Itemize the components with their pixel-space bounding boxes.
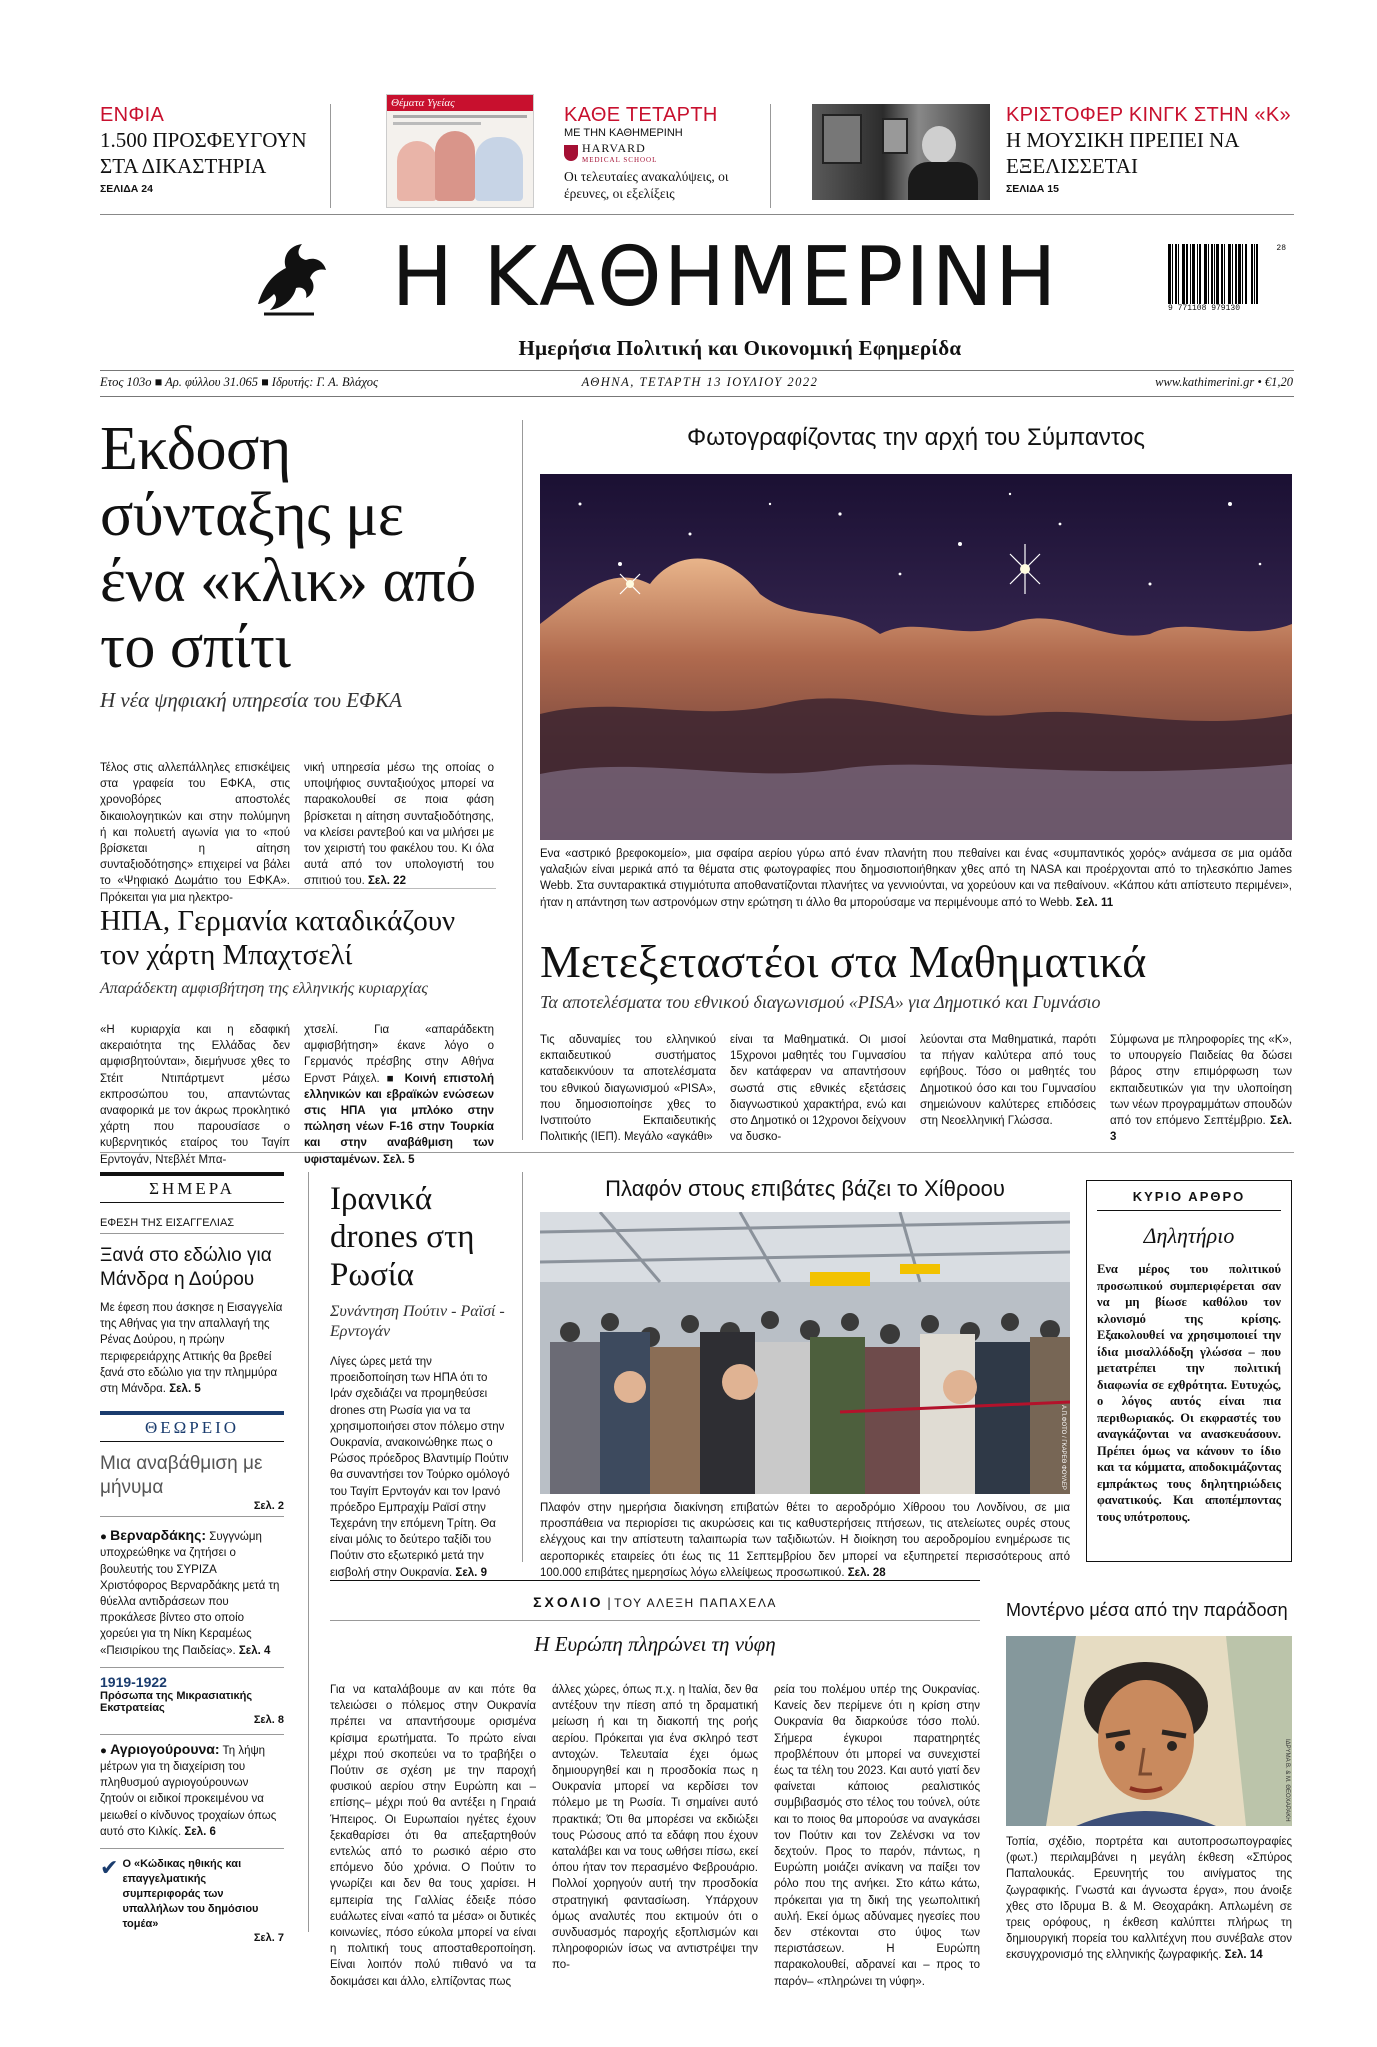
king-photo-thumbnail[interactable] <box>812 104 990 200</box>
item-text: Τη λήψη μέτρων για τη διαχείριση του πληθυσμού αγριογούρουνων ζητούν οι ειδικοί προκειμένου να μειωθεί ο κίνδυνος τροχαίων όπως αυτό στο Κιλκίς. <box>100 1744 277 1838</box>
page-ref: Σελ. 28 <box>847 1566 886 1579</box>
art-headline: Μοντέρνο μέσα από την παράδοση <box>1006 1600 1288 1620</box>
heathrow-caption-text: Πλαφόν στην ημερήσια διακίνηση επιβατών θέτει το αεροδρόμιο Χίθροου του Λονδίνου, σε μια προσπάθεια να περιορίσει τις ακυρώσεις και τις καθυστερήσεις πτήσεων, τις ατελείωτες ουρές στους ελέγχους και την απίστευτη ταλαιπωρία των ταξιδιωτών. Η διοίκηση του αεροδρομίου ενημέρωσε τις αεροπορικές εταιρείες ότι έως τις 11 Σεπτεμβρίου δεν μπορεί να εξυπηρετεί περισσότερους από 100.000 επιβάτες ημερησίως λόγω ελλείψεως προσωπικού. <box>540 1502 1070 1579</box>
checkmark-icon: ✔ <box>100 1855 119 1881</box>
comment-col3: ρεία του πολέμου υπέρ της Ουκρανίας. Κανείς δεν περίμενε ότι η κρίση στην Ουκρανία θα διαρκούσε τόσο πολύ. Σήμερα έγκυροι παρατηρητές προβλέπουν ότι μπορεί να συνεχιστεί έως τα τέλη του 2023. Και αυτό γιατί δεν φαίνεται κάποιος ρεαλιστικός συμβιβασμός στο τέλος του τούνελ, ούτε και το ποιος θα μπορούσε να αναγκάσει τον Πούτιν και τον Ζελένσκι να τον δεχτούν. Προς το παρόν, πάντως, η Ευρώπη μοιάζει ανίκανη να παίξει τον ρόλο που της ανήκει. Στο κάτω κάτω, πρόκειται για τη δική της γεωπολιτική αυλή. Εκεί όμως αδύναμες ηγεσίες που δεν στέκονται στο ύψος των περιστάσεων. Η Ευρώπη παρακολουθεί, αδρανεί και – προς το παρόν– «πληρώνει τη νύφη». <box>774 1684 980 1988</box>
person-figure <box>475 137 523 201</box>
teaser-page: ΣΕΛΙΔΑ 15 <box>1006 183 1059 195</box>
dateline-left: Ετος 103ο ■ Αρ. φύλλου 31.065 ■ Ιδρυτής: Γ. Α. Βλάχος <box>100 375 379 389</box>
page-ref: Σελ. 3 <box>1110 1115 1292 1144</box>
person-figure <box>397 141 437 201</box>
papaloukas-portrait[interactable] <box>1006 1636 1292 1826</box>
editorial-box[interactable] <box>1086 1180 1292 1562</box>
iran-headline: Ιρανικά drones στη Ρωσία <box>330 1181 475 1293</box>
comment-col2: άλλες χώρες, όπως π.χ. η Ιταλία, δεν θα αντέξουν την πίεση από τη δραματική μείωση ή και τη διακοπή της ροής αερίου. Πρόκειται για ένα σκληρό τεστ αντοχών. Τελευταία έχει όμως δημιουργηθεί και η προσδοκία πως η Ουκρανία μπορεί να κερδίσει τον πόλεμο με τη Ρωσία. Τι σημαίνει αυτό πρακτικά; Ότι θα μπορέσει να εκδιώξει τους Ρώσους από τα εδάφη που έχουν καταλάβει και να τους ωθήσει πίσω, εκεί όπου ήταν τον περασμένο Φεβρουάριο. Πολλοί χορηγούν αυτή την προσδοκία στρατηγική φαντασίωση. Υπάρχουν όμως αναλυτές που εκτιμούν ότι ο συνδυασμός παροχής εξοπλισμών και πληροφοριών ίσως να αντιστρέψει την πο- <box>552 1684 758 1972</box>
iran-body-text: Λίγες ώρες μετά την προειδοποίηση των ΗΠΑ ότι το Ιράν σχεδιάζει να προμηθεύσει drones στη Ρωσία για να τα χρησιμοποιήσει στον πόλεμο στην Ουκρανία, ανακοινώθηκε πως ο Ρώσος πρόεδρος Βλαντιμίρ Πούτιν θα συναντήσει τον Τούρκο ομόλογό του Ταγίπ Ερντογάν και τον Ιρανό πρόεδρο Εμπραχίμ Ραϊσί στην Τεχεράνη την επόμενη Τρίτη. Θα είναι μόλις το δεύτερο ταξίδι του Πούτιν στο εξωτερικό μετά την εισβολή στην Ουκρανία. <box>330 1356 510 1579</box>
page-ref: Σελ. 9 <box>455 1566 487 1579</box>
page-ref: Σελ. 14 <box>1224 1949 1263 1962</box>
usa-article[interactable] <box>100 904 500 998</box>
item-asia-minor[interactable] <box>100 1667 284 1726</box>
item-text: Ο «Κώδικας ηθικής και επαγγελματικής συμπεριφοράς των υπαλλήλων του δημόσιου τομέα» <box>122 1858 259 1931</box>
masthead-subtitle: Ημερήσια Πολιτική και Οικονομική Εφημερίδα <box>518 336 962 360</box>
item-code-of-ethics[interactable] <box>100 1848 284 1932</box>
theorio-header: ΘΕΩΡΕΙΟ <box>100 1411 284 1442</box>
lead-headline: Εκδοση σύνταξης με ένα «κλικ» από το σπίτι <box>100 415 476 681</box>
harvard-shield-icon <box>564 145 578 161</box>
teaser-title: Οι τελευταίες ανακαλύψεις, οι έρευνες, οι εξελίξεις <box>564 169 729 201</box>
usa-col2a: χτσελί. Για «απαράδεκτη αμφισβήτηση» έκανε λόγο ο Γερμανός πρέσβης στην Αθήνα Ερνστ Ράιχελ. <box>304 1024 494 1085</box>
page-ref: Σελ. 5 <box>383 1153 415 1166</box>
editorial-title: Δηλητήριο <box>1143 1223 1235 1248</box>
page-ref: Σελ. 4 <box>238 1644 271 1657</box>
today-header: ΣΗΜΕΡΑ <box>100 1172 284 1203</box>
page-ref: Σελ. 8 <box>253 1713 284 1726</box>
comment-author: ΤΟΥ ΑΛΕΞΗ ΠΑΠΑΧΕΛΑ <box>614 1596 777 1610</box>
dateline-right: www.kathimerini.gr • €1,20 <box>1155 375 1293 389</box>
lead-col2-text: νική υπηρεσία μέσω της οποίας ο υποψήφιος συνταξιούχος μπορεί να παρακολουθεί σε ποια φάση βρίσκεται η αίτηση συνταξιοδότησης, να κλείσει ραντεβού και να μιλήσει με τον χειριστή του φακέλου του. Κι όλα αυτά από τον υπολογιστή του σπιτιού του. <box>304 762 494 888</box>
teaser-enfia[interactable] <box>100 104 310 195</box>
usa-headline: ΗΠΑ, Γερμανία καταδικάζουν τον χάρτη Μπαχτσελί <box>100 905 456 971</box>
editorial-body: Ενα μέρος του πολιτικού προσωπικού συμπεριφέρεται σαν να μη βίωσε καθόλου τον κλονισμό της κρίσης. Εξακολουθεί να χρησιμοποιεί την ίδια μισαλλόδοξη γλώσσα – που μετατρέπει την πολιτική διαφωνία σε εχθρότητα. Ευτυχώς, ο λόγος αυτός είναι πια περιθωριακός. Οι εκφραστές του αναγκάζονται να ανασκευάσουν. Πρέπει όμως να κάνουν το ίδιο και τα κόμματα, αποδοκιμάζοντας εμπράκτως τους δηλητηριώδεις φανατικούς. Και αποπέμποντας τους υπότροπους. <box>1097 1262 1281 1524</box>
wall-frame <box>822 114 862 164</box>
today-body-text: Με έφεση που άσκησε η Εισαγγελία της Αθήνας για την απαλλαγή της Ρένας Δούρου, η πρώην περιφερειάρχης Αττικής θα βρεθεί ξανά στο εδώλιο για την πλημμύρα στη Μάνδρα. <box>100 1302 283 1396</box>
masthead-title: Η ΚΑΘΗΜΕΡΙΝΗ <box>391 230 1059 325</box>
universe-caption-text: Ενα «αστρικό βρεφοκομείο», μια σφαίρα αερίου γύρω από έναν πλανήτη που πεθαίνει και ένας «συμπαντικός χορός» ανάμεσα σε μια ομάδα γαλαξιών είναι μερικά από τα θέματα στις φωτογραφίες που δημοσιοποιήθηκαν χθες από τη NASA και προέρχονται από το τηλεσκόπιο James Webb. Στα συνταρακτικά στιγμιότυπα αποθανατίζονται πλανήτες να γεννιούνται, να χορεύουν και να πεθαίνουν. «Κάπου κάτι απίστευτο περιμένει», ήταν η απάντηση των αστρονόμων στην ερώτηση τι άλλο θα μπορούσαμε να περιμένουμε από το Webb. <box>540 848 1292 909</box>
comment-col1: Για να καταλάβουμε αν και πότε θα τελειώσει ο πόλεμος στην Ουκρανία πρέπει να απαντήσουμε ορισμένα κρίσιμα ερωτήματα. Το πρώτο είναι μέχρι πού σκοπεύει να το τραβήξει ο Πούτιν σε σχέση με την παροχή φυσικού αερίου στην Ευρώπη και –επίσης– μέχρι πού θα αντέξει η Γηραιά Ήπειρος. Οι Ευρωπαίοι ηγέτες έχουν ξεκαθαρίσει ότι θα απεξαρτηθούν εντελώς από το ρωσικό αέριο στο επόμενο δύο χρόνια. Ο Πούτιν το γνωρίζει και δεν θα τους χαρίσει. Η εμπειρία της Γαλλίας έδειξε πόσο ευάλωτες είναι «από τα μέσα» οι δυτικές κοινωνίες, πόσο εύκολα μπορεί να είναι η πολιτική τους αποσταθεροποίηση. Είναι λοιπόν πολύ πιθανό να τα δοκιμάσει και άλλο, ελπίζοντας πως <box>330 1684 536 1988</box>
item-boars[interactable] <box>100 1734 284 1840</box>
barcode <box>1168 244 1286 318</box>
person-figure <box>435 131 475 201</box>
universe-headline: Φωτογραφίζοντας την αρχή του Σύμπαντος <box>687 424 1145 451</box>
lead-article[interactable] <box>100 416 500 713</box>
bullet-icon: ● <box>100 1531 107 1544</box>
editorial-header: ΚΥΡΙΟ ΑΡΘΡΟ <box>1097 1189 1281 1211</box>
comment-title[interactable]: Η Ευρώπη πληρώνει τη νύφη <box>534 1632 776 1656</box>
page-ref: Σελ. 11 <box>1075 896 1114 909</box>
webb-nebula-photo[interactable] <box>540 474 1292 840</box>
item-year: 1919-1922 <box>100 1673 167 1690</box>
math-col3: λεύονται στα Μαθηματικά, παρότι τα πήγαν καλύτερα από τους εφήβους. Τόσο οι μαθητές του Δημοτικού όσο και του Γυμνασίου σημειώνουν καλύτερες επιδόσεις στη Νεοελληνική Γλώσσα. <box>920 1034 1096 1128</box>
universe-caption <box>540 846 1292 911</box>
lead-col2 <box>304 760 494 890</box>
brand-sub: MEDICAL SCHOOL <box>582 156 658 164</box>
art-caption <box>1006 1834 1292 1964</box>
teaser-title: Η ΜΟΥΣΙΚΗ ΠΡΕΠΕΙ ΝΑ ΕΞΕΛΙΣΣΕΤΑΙ <box>1006 128 1239 178</box>
thumb-title: Θέματα Υγείας <box>387 95 533 111</box>
math-headline: Μετεξεταστέοι στα Μαθηματικά <box>540 936 1147 987</box>
item-title: Αγριογούρουνα: <box>110 1740 220 1757</box>
item-vernardakis[interactable] <box>100 1527 284 1659</box>
lead-col1: Τέλος στις αλλεπάλληλες επισκέψεις στα γραφεία του ΕΦΚΑ, στις χρονοβόρες αποστολές δικαιολογητικών και στην πολύμηνη ή και πολυετή αγωνία για το «πού βρίσκεται η αίτηση συνταξιοδότησης» επιχειρεί να βάλει το «Ψηφιακό Δωμάτιο του ΕΦΚΑ». Πρόκειται για μια ηλεκτρο- <box>100 762 290 904</box>
bullet-icon: ● <box>100 1744 107 1757</box>
page-ref: Σελ. 6 <box>184 1825 216 1838</box>
today-body <box>100 1300 284 1397</box>
photo-credit: ΙΔΡΥΜΑ Β. & Μ. ΘΕΟΧΑΡΑΚΗ <box>1284 1739 1290 1822</box>
dateline-center: ΑΘΗΝΑ, ΤΕΤΑΡΤΗ 13 ΙΟΥΛΙΟΥ 2022 <box>581 375 819 389</box>
person-head <box>922 126 956 164</box>
lead-dek: Η νέα ψηφιακή υπηρεσία του ΕΦΚΑ <box>100 688 402 712</box>
photo-credit: Α.Π.ΦΟΤΟ / ΓΚΑΡΕΘ ΦΟΥΛΕΡ <box>1060 1405 1066 1490</box>
item-title: Πρόσωπα της Μικρασιατικής Εκστρατείας <box>100 1689 253 1714</box>
math-dek: Τα αποτελέσματα του εθνικού διαγωνισμού «PISA» για Δημοτικό και Γυμνάσιο <box>540 992 1101 1012</box>
usa-col2b: ■ Κοινή επιστολή ελληνικών και εβραϊκών ενώσεων στις ΗΠΑ για μπλόκο στην πώληση νέων F-16 στην Τουρκία και στην αναβάθμιση των υφισταμένων. <box>304 1072 494 1166</box>
heathrow-caption <box>540 1500 1070 1581</box>
theorio-title[interactable]: Μια αναβάθμιση με μήνυμα <box>100 1453 263 1499</box>
math-col4 <box>1110 1032 1292 1145</box>
person-body <box>908 162 978 200</box>
page-ref: Σελ. 22 <box>368 875 406 888</box>
usa-dek: Απαράδεκτη αμφισβήτηση της ελληνικής κυριαρχίας <box>100 980 428 997</box>
teaser-title: 1.500 ΠΡΟΣΦΕΥΓΟΥΝ ΣΤΑ ΔΙΚΑΣΤΗΡΙΑ <box>100 128 307 178</box>
item-text: Συγγνώμη υποχρεώθηκε να ζητήσει ο βουλευτής του ΣΥΡΙΖΑ Χριστόφορος Βερναρδάκης μετά τη θύελλα αντιδράσεων που προκάλεσε βίντεο στο οποίο χορεύει για τη Νίκη Κεραμέως «Πεισιρίκου της Παιδείας». <box>100 1531 280 1657</box>
barcode-number: 9 771108 979130 <box>1168 304 1241 313</box>
iran-dek: Συνάντηση Πούτιν - Ραϊσί - Ερντογάν <box>330 1303 505 1340</box>
math-col2: είναι τα Μαθηματικά. Οι μισοί 15χρονοι μαθητές του Γυμνασίου δεν κατάφεραν να απαντήσουν σωστά στις εθνικές εξετάσεις διαγνωστικού χαρακτήρα, ενώ και στο Δημοτικό οι 12χρονοι δείχνουν να δυσκο- <box>730 1034 906 1144</box>
usa-col2 <box>304 1022 494 1168</box>
heathrow-crowd-photo[interactable] <box>540 1212 1070 1494</box>
teaser-king[interactable] <box>1006 104 1296 195</box>
item-title: Βερναρδάκης: <box>110 1527 207 1544</box>
heathrow-headline: Πλαφόν στους επιβάτες βάζει το Χίθροου <box>605 1176 1005 1201</box>
today-title[interactable]: Ξανά στο εδώλιο για Μάνδρα η Δούρου <box>100 1245 272 1290</box>
page-ref: Σελ. 5 <box>169 1383 201 1396</box>
teaser-sub: ΜΕ ΤΗΝ ΚΑΘΗΜΕΡΙΝΗ <box>564 127 683 139</box>
art-caption-text: Τοπία, σχέδιο, πορτρέτα και αυτοπροσωπογραφίες (φωτ.) περιλαμβάνει η μεγάλη έκθεση «Σπύρος Παπαλουκάς. Ερευνητής του αινίγματος της ζωγραφικής. Γνωστά και άγνωστα έργα», που άνοιξε χθες στο Ιδρυμα Β. & Μ. Θεοχαράκη. Απλωμένη σε τρεις ορόφους, η έκθεση καλύπτει πλήρως τη δημιουργική πορεία του καλλιτέχνη που συνέβαλε στον εκσυγχρονισμό της ελληνικής ζωγραφικής. <box>1006 1836 1292 1962</box>
brand: HARVARD <box>582 141 646 155</box>
iran-body <box>330 1354 510 1581</box>
teaser-page: ΣΕΛΙΔΑ 24 <box>100 183 153 195</box>
teaser-label: ΚΑΘΕ ΤΕΤΑΡΤΗ <box>564 104 718 126</box>
page-ref: Σελ. 2 <box>100 1500 284 1517</box>
iran-article[interactable] <box>330 1180 510 1581</box>
math-col1: Τις αδυναμίες του ελληνικού εκπαιδευτικού συστήματος καταδεικνύουν τα αποτελέσματα του εθνικού διαγωνισμού «PISA», που δημοσιοποίησε χθες το Ινστιτούτο Εκπαιδευτικής Πολιτικής (ΙΕΠ). Μεγάλο «αγκάθι» <box>540 1034 716 1144</box>
teaser-label: ΚΡΙΣΤΟΦΕΡ ΚΙΝΓΚ ΣΤΗΝ «Κ» <box>1006 104 1291 126</box>
today-kicker: ΕΦΕΣΗ ΤΗΣ ΕΙΣΑΓΓΕΛΙΑΣ <box>100 1217 284 1234</box>
comment-header-row: ΣΧΟΛΙΟ | ΤΟΥ ΑΛΕΞΗ ΠΑΠΑΧΕΛΑ <box>533 1594 777 1611</box>
teaser-label: ΕΝΦΙΑ <box>100 104 165 126</box>
usa-col1: «Η κυριαρχία και η εδαφική ακεραιότητα της Ελλάδας δεν αμφισβητούνται», διεμήνυσε χθες το Στέιτ Ντιπάρτμεντ μέσω εκπροσώπου του, απαντώντας αναφορικά με τον άκρως προκλητικό χάρτη που παρουσίασε ο κυβερνητικός εταίρος του Ταγίπ Ερντογάν, Ντεβλέτ Μπα- <box>100 1024 290 1166</box>
griffin-logo-icon <box>244 234 334 324</box>
comment-header: ΣΧΟΛΙΟ <box>533 1594 604 1610</box>
today-column <box>100 1172 284 1944</box>
teaser-harvard[interactable] <box>564 104 754 202</box>
wall-frame <box>882 118 908 154</box>
page-ref: Σελ. 7 <box>253 1932 284 1945</box>
health-supplement-thumbnail[interactable] <box>386 94 534 208</box>
math-col4-text: Σύμφωνα με πληροφορίες της «Κ», το υπουργείο Παιδείας θα δώσει βάρος στην επιμόρφωση των εκπαιδευτικών για την υλοποίηση των νέων προγραμμάτων σπουδών από τον επόμενο Σεπτέμβριο. <box>1110 1034 1292 1128</box>
barcode-issue: 28 <box>1276 244 1286 253</box>
